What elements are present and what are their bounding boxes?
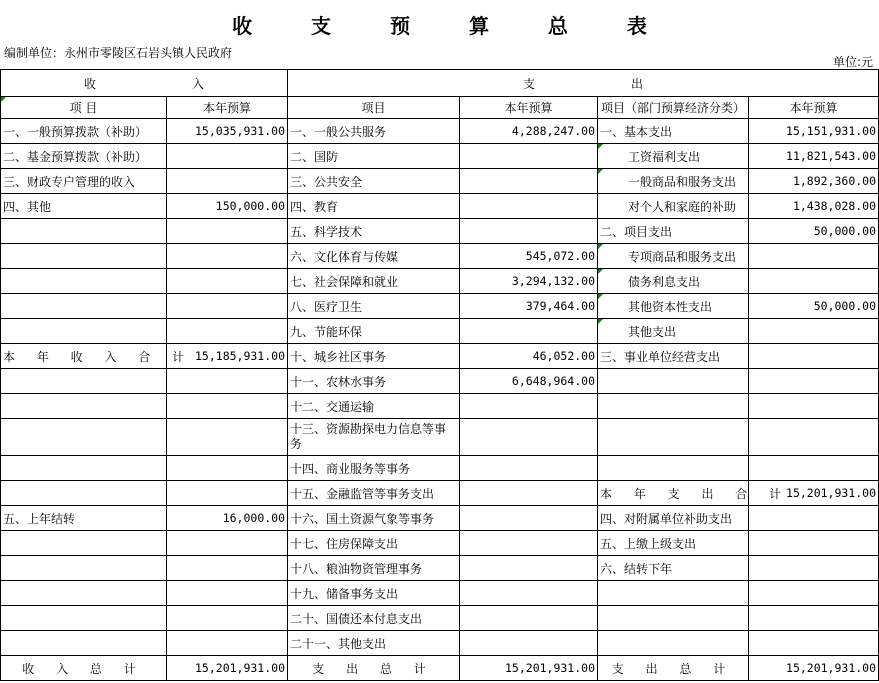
expense-budget-cell (460, 506, 598, 531)
expense-item-cell: 五、科学技术 (288, 219, 460, 244)
expense-budget-cell (460, 144, 598, 169)
expense-item-cell: 十九、储备事务支出 (288, 581, 460, 606)
org-label: 编制单位：永州市零陵区石岩头镇人民政府 (4, 46, 233, 60)
income-item-cell (1, 294, 167, 319)
econ-item-cell: 其他支出 (598, 319, 749, 344)
income-item-cell (1, 581, 167, 606)
expense-item-cell: 支 出 总 计 (288, 656, 460, 681)
table-row (1, 531, 879, 556)
econ-item-cell (598, 606, 749, 631)
expense-budget-cell: 545,072.00 (460, 244, 598, 269)
expense-budget-cell (460, 394, 598, 419)
income-budget-cell (167, 394, 288, 419)
expense-budget-cell: 6,648,964.00 (460, 369, 598, 394)
econ-item-cell (598, 394, 749, 419)
income-budget-cell: 15,201,931.00 (167, 656, 288, 681)
expense-item-cell: 七、社会保障和就业 (288, 269, 460, 294)
econ-budget-cell: 50,000.00 (749, 219, 879, 244)
econ-budget-cell (749, 631, 879, 656)
income-budget-cell (167, 606, 288, 631)
expense-budget-cell: 4,288,247.00 (460, 119, 598, 144)
econ-budget-cell (749, 269, 879, 294)
expense-item-cell: 十八、粮油物资管理事务 (288, 556, 460, 581)
income-budget-cell (167, 631, 288, 656)
col-expense-item: 项目 (288, 97, 460, 119)
income-item-cell (1, 631, 167, 656)
income-budget-cell: 15,185,931.00 (167, 344, 288, 369)
expense-item-cell: 十六、国土资源气象等事务 (288, 506, 460, 531)
expense-budget-cell (460, 194, 598, 219)
income-budget-cell (167, 531, 288, 556)
table-row (1, 556, 879, 581)
expense-budget-cell (460, 481, 598, 506)
table-row (1, 656, 879, 681)
econ-item-cell: 一般商品和服务支出 (598, 169, 749, 194)
econ-item-cell: 专项商品和服务支出 (598, 244, 749, 269)
table-row (1, 419, 879, 456)
expense-item-cell: 三、公共安全 (288, 169, 460, 194)
table-row (1, 244, 879, 269)
income-item-cell: 五、上年结转 (1, 506, 167, 531)
table-row (1, 119, 879, 144)
econ-budget-cell (749, 244, 879, 269)
econ-budget-cell (749, 606, 879, 631)
table-row (1, 144, 879, 169)
header-row-columns (1, 97, 879, 119)
table-row (1, 606, 879, 631)
income-item-cell (1, 394, 167, 419)
income-budget-cell (167, 219, 288, 244)
econ-item-cell: 工资福利支出 (598, 144, 749, 169)
econ-budget-cell: 15,201,931.00 (749, 481, 879, 506)
expense-item-cell: 六、文化体育与传媒 (288, 244, 460, 269)
expense-item-cell: 二十、国债还本付息支出 (288, 606, 460, 631)
expense-budget-cell: 379,464.00 (460, 294, 598, 319)
expense-budget-cell (460, 631, 598, 656)
expense-item-cell: 十五、金融监管等事务支出 (288, 481, 460, 506)
table-row (1, 581, 879, 606)
table-row (1, 456, 879, 481)
table-row (1, 631, 879, 656)
income-budget-cell (167, 456, 288, 481)
expense-item-cell: 十四、商业服务等事务 (288, 456, 460, 481)
econ-item-cell: 六、结转下年 (598, 556, 749, 581)
econ-budget-cell (749, 394, 879, 419)
expense-item-cell: 十七、住房保障支出 (288, 531, 460, 556)
econ-item-cell (598, 456, 749, 481)
econ-budget-cell: 11,821,543.00 (749, 144, 879, 169)
econ-budget-cell (749, 531, 879, 556)
income-item-cell (1, 456, 167, 481)
econ-item-cell: 其他资本性支出 (598, 294, 749, 319)
col-econ-budget: 本年预算 (749, 97, 879, 119)
econ-budget-cell (749, 344, 879, 369)
econ-budget-cell (749, 506, 879, 531)
econ-item-cell: 本 年 支 出 合 计 (598, 481, 749, 506)
income-budget-cell (167, 581, 288, 606)
expense-budget-cell (460, 581, 598, 606)
econ-item-cell: 二、项目支出 (598, 219, 749, 244)
econ-budget-cell: 1,892,360.00 (749, 169, 879, 194)
header-row-group (1, 70, 879, 97)
table-row (1, 481, 879, 506)
income-item-cell: 一、一般预算拨款（补助） (1, 119, 167, 144)
econ-item-cell: 四、对附属单位补助支出 (598, 506, 749, 531)
expense-budget-cell (460, 531, 598, 556)
expense-item-cell: 二、国防 (288, 144, 460, 169)
expense-item-cell: 十一、农林水事务 (288, 369, 460, 394)
expense-budget-cell (460, 456, 598, 481)
econ-item-cell: 债务利息支出 (598, 269, 749, 294)
income-item-cell (1, 556, 167, 581)
table-row (1, 369, 879, 394)
table-row (1, 294, 879, 319)
expense-budget-cell (460, 606, 598, 631)
income-item-cell: 本 年 收 入 合 计 (1, 344, 167, 369)
expense-item-cell: 十、城乡社区事务 (288, 344, 460, 369)
expense-budget-cell: 46,052.00 (460, 344, 598, 369)
table-row (1, 319, 879, 344)
income-item-cell: 二、基金预算拨款（补助） (1, 144, 167, 169)
expense-item-cell: 一、一般公共服务 (288, 119, 460, 144)
expense-budget-cell: 15,201,931.00 (460, 656, 598, 681)
income-budget-cell (167, 294, 288, 319)
table-row (1, 506, 879, 531)
econ-item-cell (598, 419, 749, 456)
income-item-cell (1, 606, 167, 631)
col-income-budget: 本年预算 (167, 97, 288, 119)
econ-budget-cell: 15,151,931.00 (749, 119, 879, 144)
econ-item-cell: 五、上缴上级支出 (598, 531, 749, 556)
income-budget-cell (167, 319, 288, 344)
income-budget-cell (167, 419, 288, 456)
econ-budget-cell (749, 581, 879, 606)
econ-item-cell: 支 出 总 计 (598, 656, 749, 681)
econ-budget-cell: 15,201,931.00 (749, 656, 879, 681)
income-item-cell (1, 244, 167, 269)
expense-budget-cell (460, 319, 598, 344)
econ-budget-cell (749, 419, 879, 456)
unit-label: 单位:元 (832, 55, 873, 69)
income-item-cell (1, 369, 167, 394)
econ-budget-cell (749, 456, 879, 481)
expense-item-cell: 十三、资源勘探电力信息等事务 (288, 419, 460, 456)
income-budget-cell: 16,000.00 (167, 506, 288, 531)
econ-budget-cell (749, 556, 879, 581)
income-budget-cell (167, 481, 288, 506)
income-budget-cell: 150,000.00 (167, 194, 288, 219)
econ-item-cell (598, 631, 749, 656)
income-budget-cell (167, 169, 288, 194)
econ-budget-cell (749, 319, 879, 344)
income-budget-cell (167, 369, 288, 394)
income-header: 收 入 (1, 70, 288, 97)
income-item-cell (1, 531, 167, 556)
income-budget-cell: 15,035,931.00 (167, 119, 288, 144)
income-item-cell: 三、财政专户管理的收入 (1, 169, 167, 194)
income-item-cell: 四、其他 (1, 194, 167, 219)
income-budget-cell (167, 244, 288, 269)
expense-budget-cell (460, 419, 598, 456)
income-budget-cell (167, 144, 288, 169)
econ-item-cell: 一、基本支出 (598, 119, 749, 144)
income-budget-cell (167, 269, 288, 294)
econ-item-cell: 三、事业单位经营支出 (598, 344, 749, 369)
expense-item-cell: 二十一、其他支出 (288, 631, 460, 656)
expense-item-cell: 四、教育 (288, 194, 460, 219)
expense-header: 支 出 (288, 70, 879, 97)
expense-budget-cell (460, 556, 598, 581)
econ-budget-cell (749, 369, 879, 394)
table-row (1, 269, 879, 294)
col-income-item: 项 目 (1, 97, 167, 119)
econ-item-cell (598, 581, 749, 606)
table-row (1, 394, 879, 419)
table-row (1, 219, 879, 244)
income-item-cell (1, 481, 167, 506)
income-budget-cell (167, 556, 288, 581)
expense-item-cell: 十二、交通运输 (288, 394, 460, 419)
econ-item-cell (598, 369, 749, 394)
col-econ-item: 项目（部门预算经济分类） (598, 97, 749, 119)
col-expense-budget: 本年预算 (460, 97, 598, 119)
econ-budget-cell: 1,438,028.00 (749, 194, 879, 219)
income-item-cell (1, 419, 167, 456)
income-item-cell (1, 319, 167, 344)
table-row (1, 169, 879, 194)
budget-table (0, 69, 879, 681)
expense-budget-cell (460, 169, 598, 194)
expense-item-cell: 八、医疗卫生 (288, 294, 460, 319)
table-row (1, 344, 879, 369)
page-title: 收 支 预 算 总 表 (232, 14, 673, 38)
expense-budget-cell (460, 219, 598, 244)
income-item-cell (1, 269, 167, 294)
income-item-cell: 收 入 总 计 (1, 656, 167, 681)
expense-budget-cell: 3,294,132.00 (460, 269, 598, 294)
econ-budget-cell: 50,000.00 (749, 294, 879, 319)
expense-item-cell: 九、节能环保 (288, 319, 460, 344)
table-row (1, 194, 879, 219)
income-item-cell (1, 219, 167, 244)
econ-item-cell: 对个人和家庭的补助 (598, 194, 749, 219)
